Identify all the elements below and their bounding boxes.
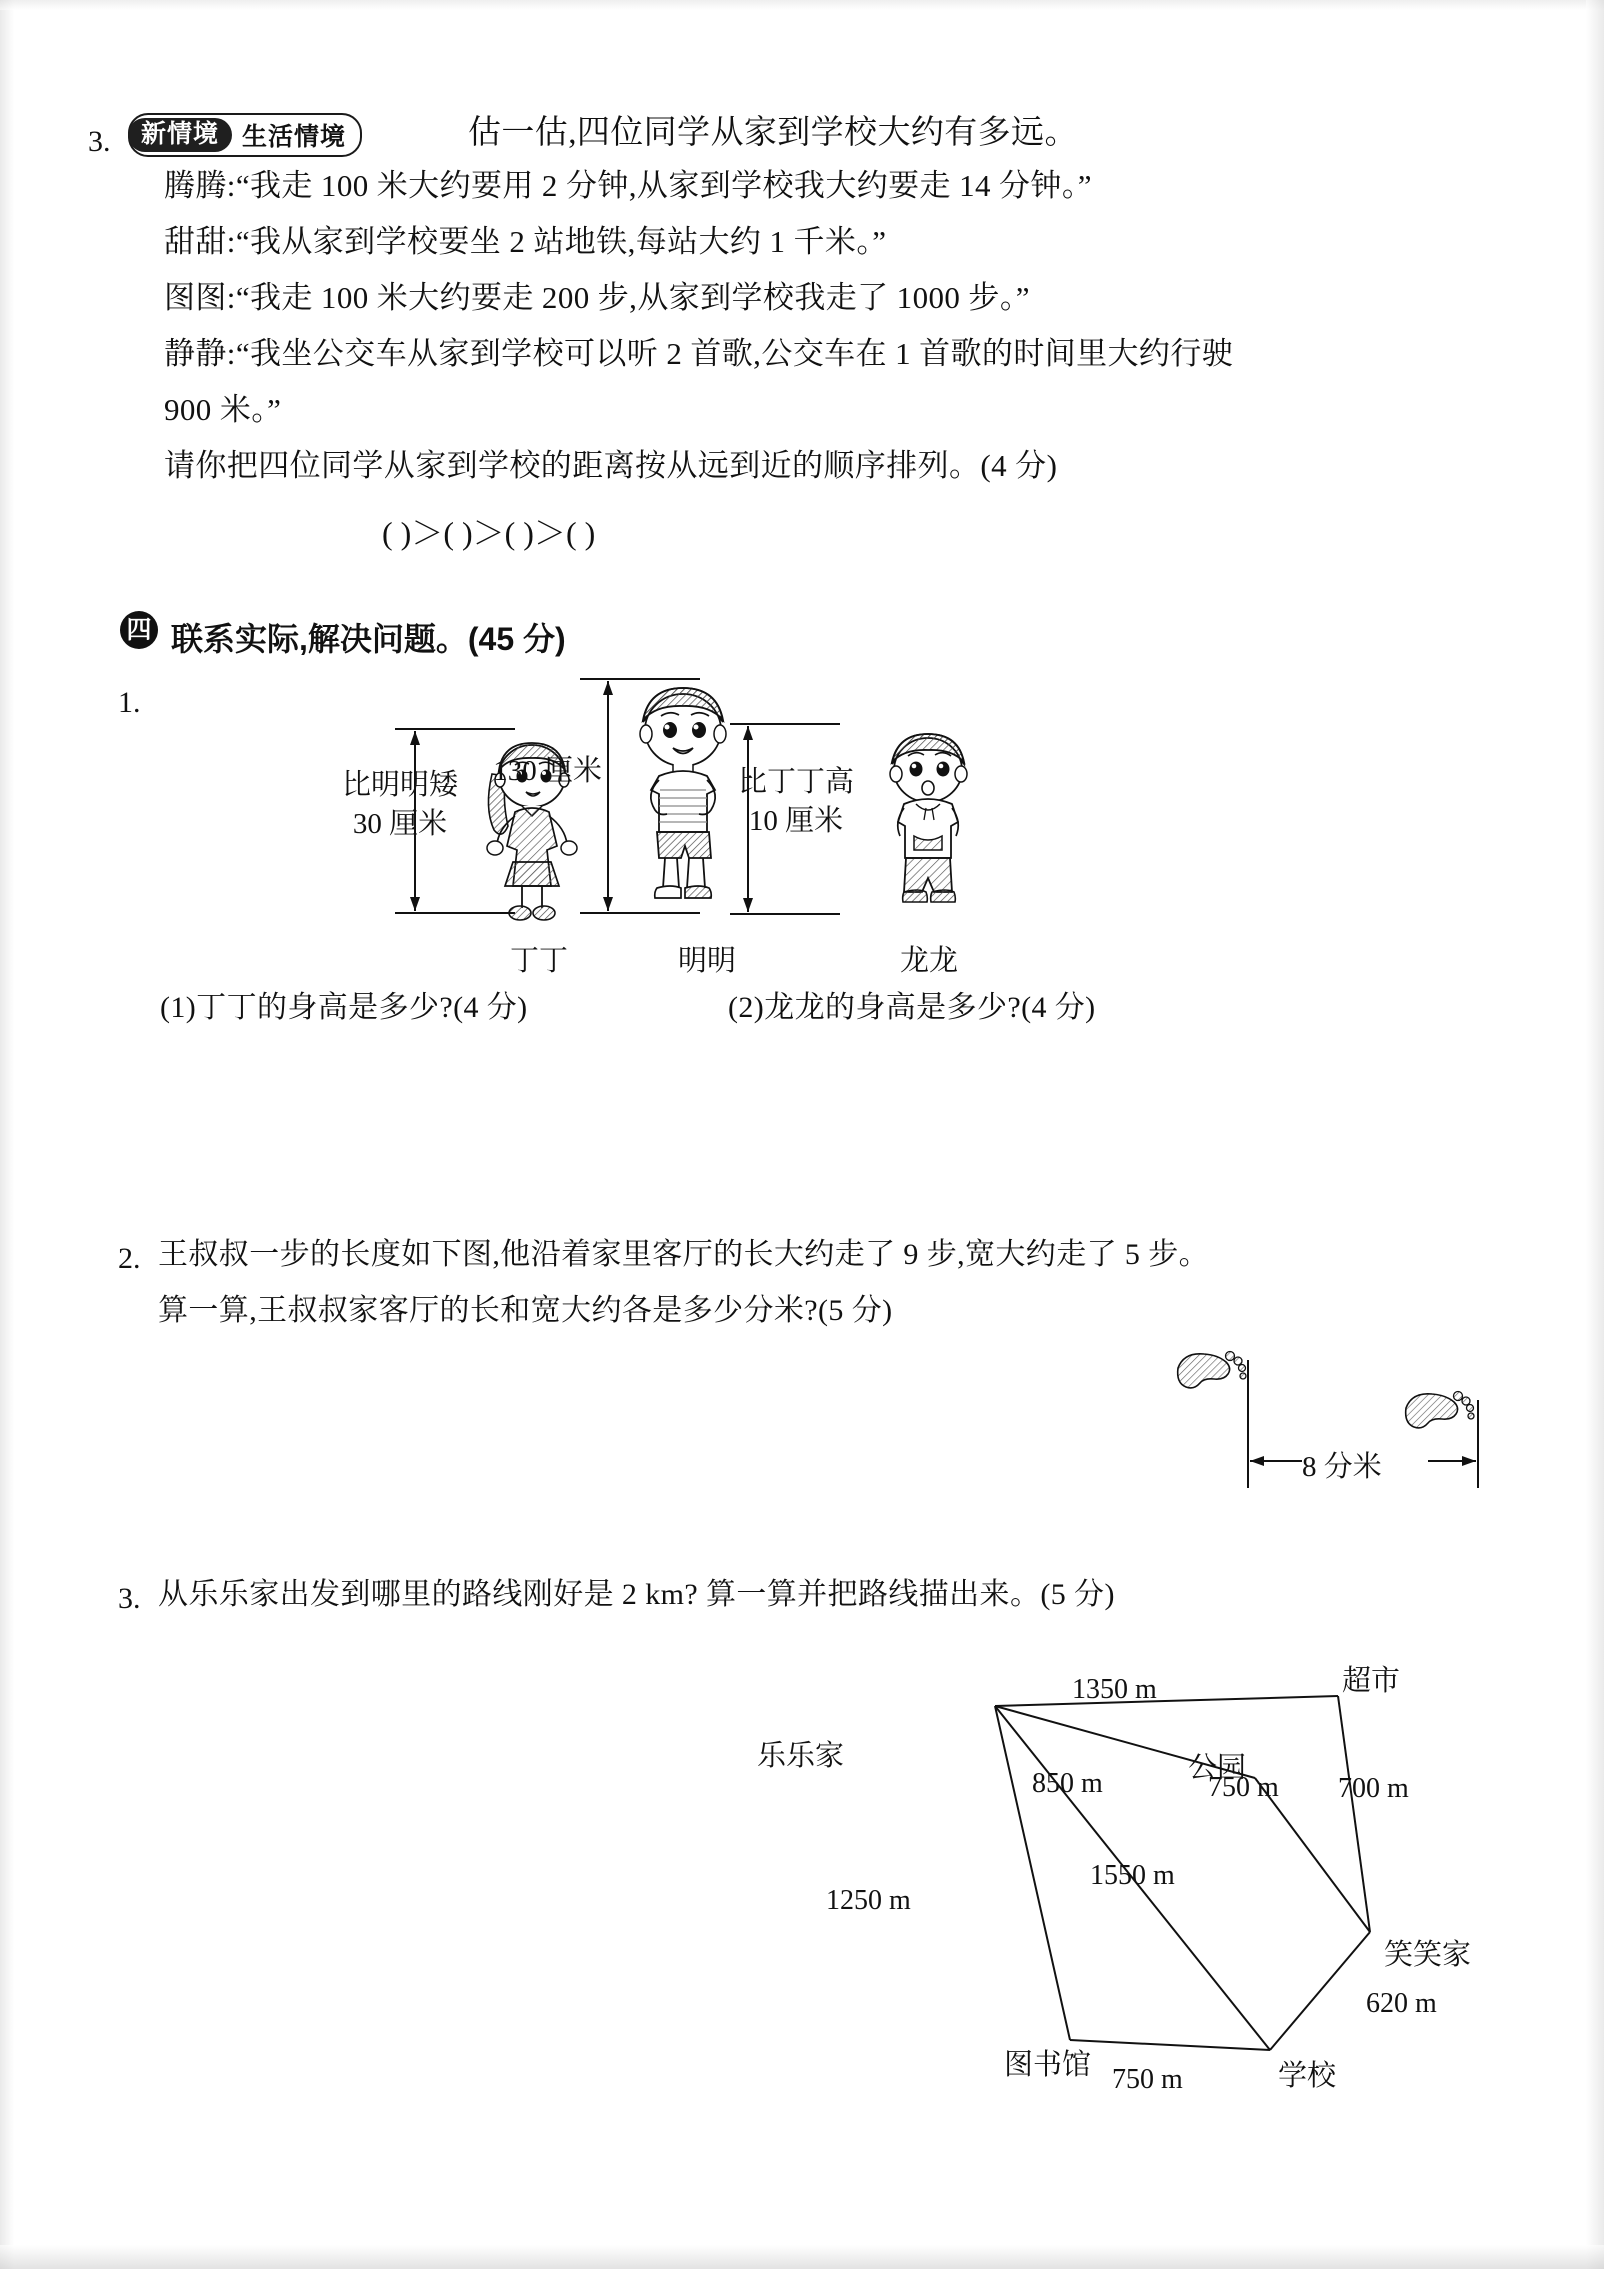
problem-3-answer-blanks[interactable]: ( )＞( )＞( )＞( ) — [382, 515, 596, 551]
problem-1-sub-question-2: (2)龙龙的身高是多少?(4 分) — [728, 991, 1096, 1024]
problem-1-number: 1. — [118, 686, 141, 719]
problem-2-text-line1: 王叔叔一步的长度如下图,他沿着家里客厅的长大约走了 9 步,宽大约走了 5 步。 — [158, 1238, 1209, 1271]
problem-3-number: 3. — [88, 125, 111, 158]
map-distance-home-park: 850 m — [1032, 1768, 1103, 1799]
scan-edge-left — [0, 0, 14, 2269]
footstep-length-label: 8 分米 — [1302, 1451, 1382, 1483]
tag-life-scenario: 生活情境 — [242, 123, 347, 151]
map-distance-home-school: 1550 m — [1090, 1860, 1175, 1891]
problem-3b-number: 3. — [118, 1582, 141, 1615]
tag-new-scenario: 新情境 — [128, 118, 232, 152]
scenario-tag-group — [128, 113, 362, 157]
longlong-height-label — [716, 763, 876, 841]
scan-edge-top — [0, 0, 1604, 10]
map-place-library: 图书馆 — [1004, 2049, 1092, 2081]
section-four-marker: 四 — [120, 611, 158, 649]
map-distance-home-supermarket: 1350 m — [1072, 1674, 1157, 1705]
edge-home-supermarket — [995, 1696, 1338, 1706]
left-footprint-icon — [1178, 1352, 1246, 1388]
statement-jingjing: 静静:“我坐公交车从家到学校可以听 2 首歌,公交车在 1 首歌的时间里大约行驶 — [164, 336, 1234, 371]
edge-home-library — [995, 1706, 1070, 2040]
mingming-name: 明明 — [678, 945, 737, 977]
map-distance-xiaoxiao-school: 620 m — [1366, 1988, 1437, 2019]
statement-tiantian: 甜甜:“我从家到学校要坐 2 站地铁,每站大约 1 千米。” — [164, 224, 887, 259]
scan-edge-bottom — [0, 2245, 1604, 2269]
problem-2-text-line2: 算一算,王叔叔家客厅的长和宽大约各是多少分米?(5 分) — [158, 1294, 893, 1327]
statement-tengteng: 腾腾:“我走 100 米大约要用 2 分钟,从家到学校我大约要走 14 分钟。” — [164, 168, 1092, 203]
heights-figure — [341, 680, 1120, 980]
map-distance-home-library: 1250 m — [826, 1885, 911, 1916]
problem-3b-text: 从乐乐家出发到哪里的路线刚好是 2 km? 算一算并把路线描出来。(5 分) — [158, 1578, 1115, 1611]
statement-jingjing-cont: 900 米。” — [164, 392, 282, 427]
right-footprint-icon — [1406, 1392, 1474, 1428]
problem-3-prompt: 估一估,四位同学从家到学校大约有多远。 — [468, 115, 1078, 151]
map-distance-supermarket-xiaoxiao: 700 m — [1338, 1773, 1409, 1804]
edge-xiaoxiao-school — [1270, 1932, 1370, 2050]
map-place-xiaoxiao-home: 笑笑家 — [1384, 1939, 1472, 1971]
edge-library-school — [1070, 2040, 1270, 2050]
dingding-name: 丁丁 — [510, 945, 569, 977]
section-four-title: 联系实际,解决问题。(45 分) — [171, 621, 566, 657]
problem-1-sub-question-1: (1)丁丁的身高是多少?(4 分) — [160, 991, 528, 1024]
map-place-home: 乐乐家 — [757, 1740, 845, 1772]
longlong-height-line1: 比丁丁高 — [737, 766, 854, 798]
scan-edge-right — [1586, 0, 1604, 2269]
dingding-height-line2: 30 厘米 — [352, 808, 448, 841]
longlong-height-line2: 10 厘米 — [748, 805, 844, 838]
problem-3-question: 请你把四位同学从家到学校的距离按从远到近的顺序排列。(4 分) — [164, 448, 1058, 483]
problem-2-number: 2. — [118, 1242, 141, 1275]
statement-tutu: 图图:“我走 100 米大约要走 200 步,从家到学校我走了 1000 步。” — [164, 280, 1030, 315]
longlong-illustration — [870, 724, 1010, 924]
mingming-height-label: 130 厘米 — [493, 755, 602, 787]
longlong-name: 龙龙 — [900, 945, 959, 977]
map-distance-library-school: 750 m — [1112, 2064, 1183, 2095]
map-place-school: 学校 — [1278, 2060, 1337, 2092]
dingding-height-line1: 比明明矮 — [341, 769, 458, 801]
map-distance-park-xiaoxiao: 750 m — [1208, 1772, 1279, 1803]
map-place-supermarket: 超市 — [1342, 1665, 1401, 1697]
map-place-park: 公园 — [1188, 1752, 1247, 1784]
